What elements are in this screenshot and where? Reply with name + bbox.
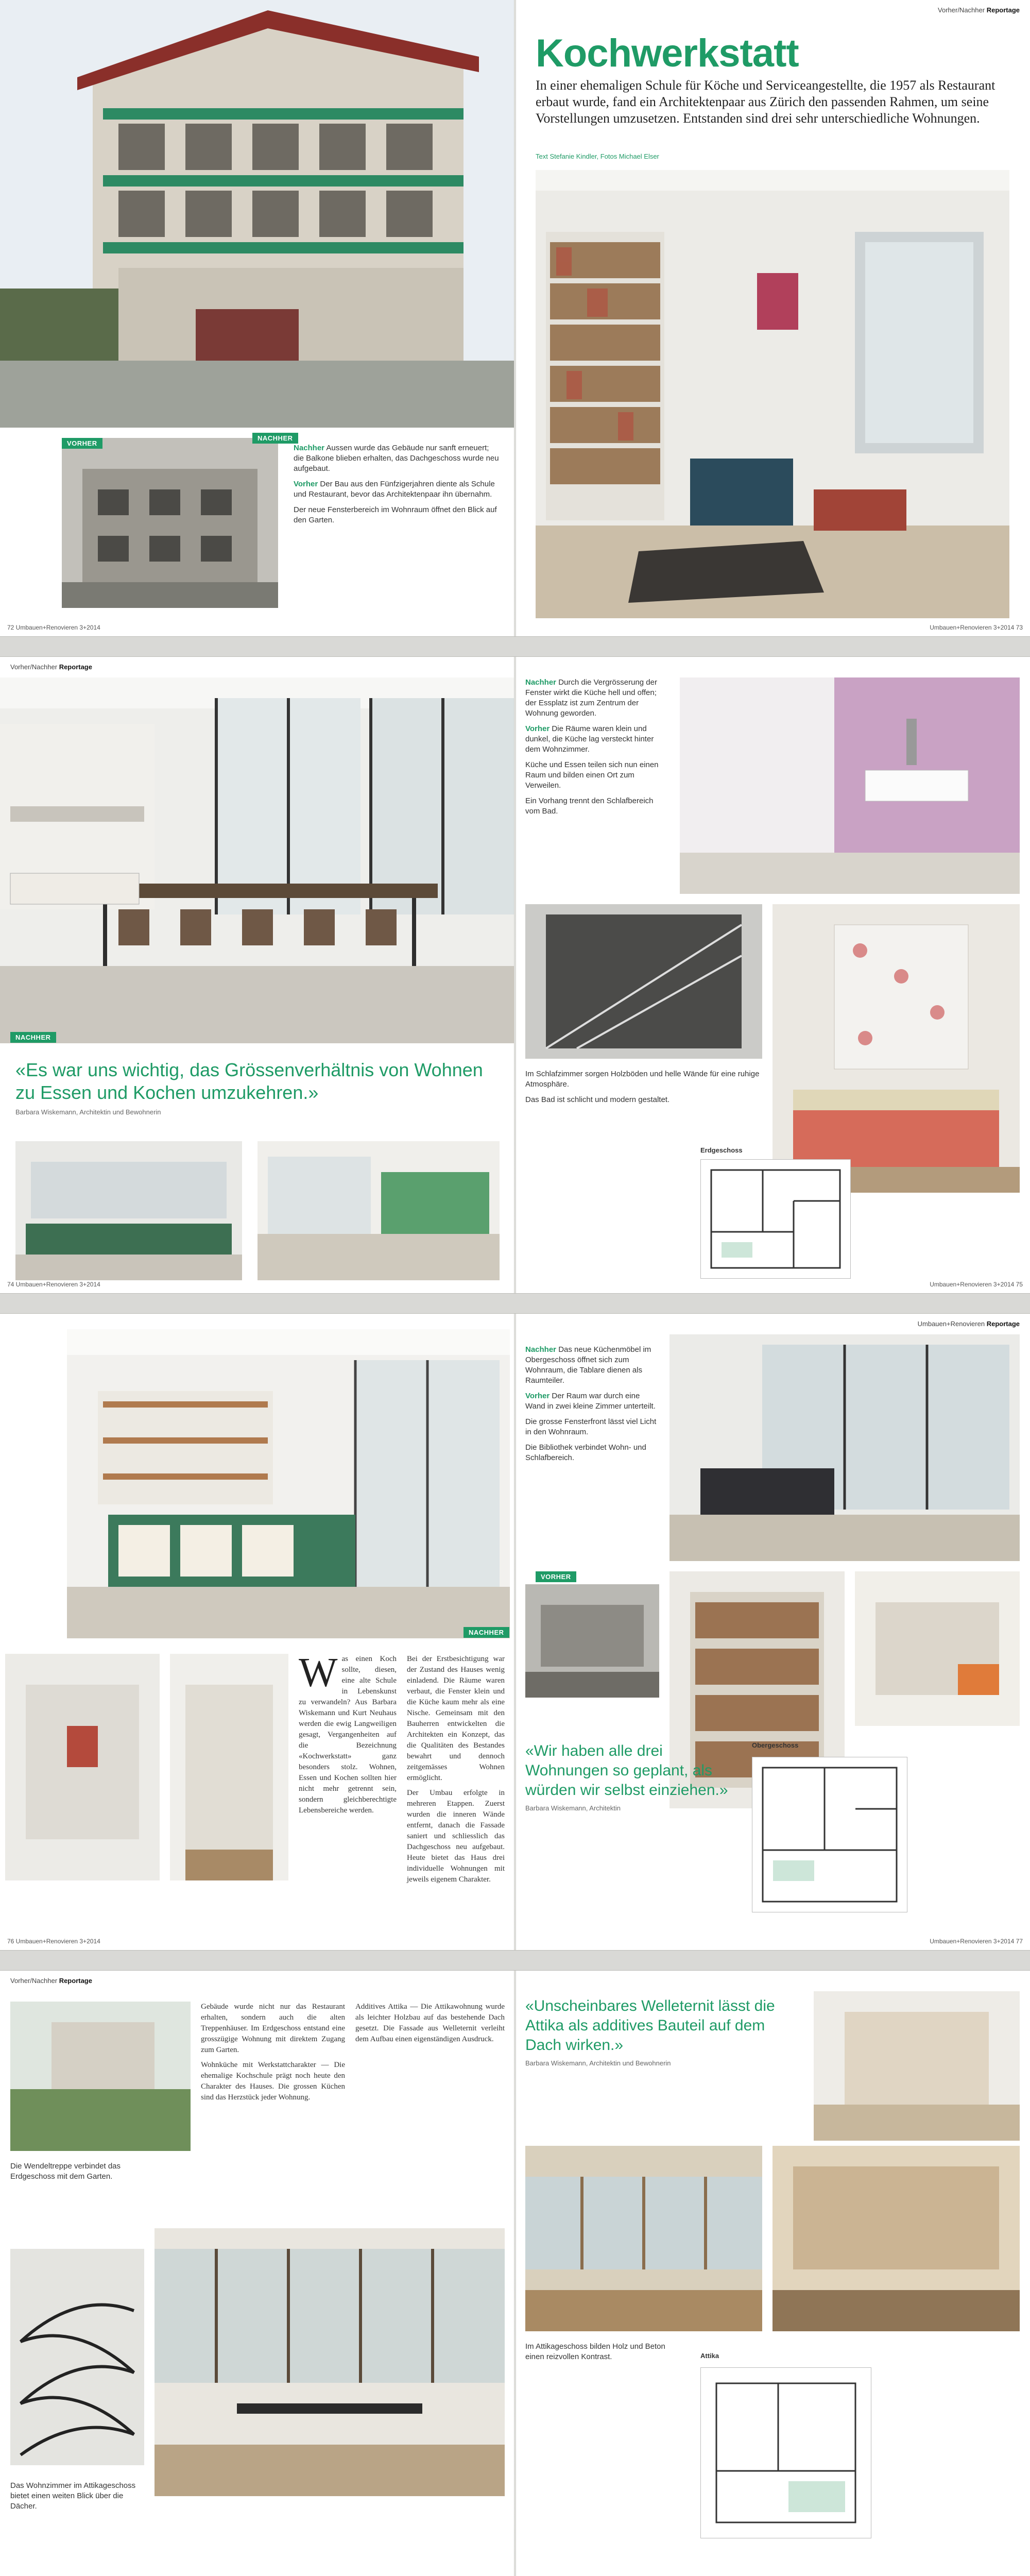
spread-3 — [0, 1314, 1030, 1950]
photo-bathroom — [680, 677, 1020, 894]
photo-hallway — [170, 1654, 288, 1880]
caption-bottom — [525, 1069, 762, 1110]
body-column-1 — [201, 2002, 345, 2107]
photo-open-kitchen — [67, 1329, 510, 1638]
caption-text-vorher: Der Raum war durch eine Wand in zwei kleine Zimmer unterteilt. — [525, 1392, 656, 1411]
floor-plan — [700, 1159, 851, 1279]
gutter — [514, 1971, 516, 2576]
pull-quote — [525, 1741, 742, 1812]
pull-quote-text: «Es war uns wichtig, das Grössenverhältnis von Wohnen zu Essen und Kochen umzukehren.» — [15, 1059, 483, 1103]
body-column-2 — [355, 2002, 505, 2049]
article-intro: In einer ehemaligen Schule für Köche und Serviceangestellte, die 1957 als Restaurant erbaut wurde, fand ein Architektenpaar aus Zürich den passenden Rahmen, um seine Vorstellungen umzusetzen. Entstanden sind drei sehr unterschiedliche Wohnungen. — [536, 78, 995, 126]
pull-quote — [15, 1059, 500, 1116]
photo-bedroom — [772, 904, 1020, 1193]
caption-3: Im Schlafzimmer sorgen Holzböden und helle Wände für eine ruhige Atmosphäre. — [525, 1070, 760, 1089]
page-73 — [515, 0, 1030, 636]
caption-right — [525, 2342, 680, 2367]
caption-text-nachher: Durch die Vergrösserung der Fenster wirkt die Küche hell und offen; der Essplatz ist zum Zentrum der Wohnung geworden. — [525, 678, 657, 718]
floor-plan — [700, 2367, 871, 2538]
caption-5: Die grosse Fensterfront lässt viel Licht in den Wohnraum. — [525, 1417, 657, 1436]
caption-lead-nachher: Nachher — [525, 1345, 557, 1354]
photo-attika-wood — [772, 2146, 1020, 2331]
photo-living-room — [536, 170, 1009, 618]
gutter — [514, 0, 516, 636]
gutter — [514, 657, 516, 1293]
caption-6: Die Bibliothek verbindet Wohn- und Schlafbereich. — [525, 1443, 646, 1462]
badge-nachher: NACHHER — [252, 433, 298, 444]
body-column-1 — [299, 1650, 397, 1820]
badge-nachher: NACHHER — [10, 1032, 56, 1043]
running-header — [10, 663, 92, 671]
pull-quote-text: «Unscheinbares Welleternit lässt die Attika als additives Bauteil auf dem Dach wirken.» — [525, 1997, 775, 2054]
caption-text-vorher: Der Bau aus den Fünfzigerjahren diente als Schule und Restaurant, bevor das Architektenpaar ihn übernahm. — [294, 480, 495, 499]
gutter — [514, 1314, 516, 1950]
body-1: Gebäude wurde nicht nur das Restaurant erhalten, sondern auch die alten Treppenhäuser. Im Erdgeschoss entstand eine grosszügige Wohnung mit direktem Zugang zum Garten. — [201, 2003, 345, 2054]
page-78 — [0, 1971, 515, 2576]
photo-kitchen-dining — [0, 677, 515, 1043]
badge-nachher: NACHHER — [464, 1627, 509, 1638]
body-2: Wohnküche mit Werkstattcharakter — Die ehemalige Kochschule prägt noch heute den Charakter des Hauses. Die grossen Küchen sind das Herzstück jeder Wohnung. — [201, 2061, 345, 2102]
caption-4: Das Bad ist schlicht und modern gestaltet. — [525, 1095, 670, 1104]
header-section: Reportage — [59, 1977, 92, 1985]
caption-3: Im Attikageschoss bilden Holz und Beton einen reizvollen Kontrast. — [525, 2342, 665, 2361]
folio-right: Umbauen+Renovieren 3+2014 73 — [930, 624, 1023, 631]
plan-title: Erdgeschoss — [700, 1146, 743, 1154]
photo-exterior-nachher — [0, 0, 515, 428]
article-byline: Text Stefanie Kindler, Fotos Michael Elser — [536, 152, 659, 160]
body-3: Der Umbau erfolgte in mehreren Etappen. Zuerst wurden die inneren Wände entfernt, danach die Fassade saniert und schliesslich das Dachgeschoss neu aufgebaut. Heute bietet das Haus drei individuelle Wohnungen mit jeweils eigenem Charakter. — [407, 1789, 505, 1884]
caption-bottom — [10, 2481, 144, 2517]
photo-bathroom-attika — [814, 1991, 1020, 2141]
photo-detail — [5, 1654, 160, 1880]
body-column-2 — [407, 1654, 505, 1889]
header-section: Reportage — [59, 663, 92, 671]
photo-garden-view — [10, 2002, 191, 2151]
header-prefix: Vorher/Nachher — [10, 663, 58, 671]
caption-extra: Der neue Fensterbereich im Wohnraum öffnet den Blick auf den Garten. — [294, 505, 497, 524]
badge-vorher: VORHER — [536, 1571, 576, 1582]
header-prefix: Umbauen+Renovieren — [917, 1320, 985, 1328]
caption-text-nachher: Aussen wurde das Gebäude nur sanft erneuert; die Balkone blieben erhalten, das Dachgeschoss wurde neu aufgebaut. — [294, 444, 499, 473]
header-section: Reportage — [986, 6, 1020, 14]
header-prefix: Vorher/Nachher — [10, 1977, 58, 1985]
caption-top — [525, 1345, 659, 1468]
drop-cap: W — [299, 1650, 338, 1696]
caption-2: Das Wohnzimmer im Attikageschoss bietet einen weiten Blick über die Dächer. — [10, 2481, 136, 2511]
caption-lead-nachher: Nachher — [525, 678, 557, 687]
pull-quote-author: Barbara Wiskemann, Architektin — [525, 1804, 621, 1812]
photo-spiral-stair — [10, 2249, 144, 2465]
caption-text-nachher: Das neue Küchenmöbel im Obergeschoss öffnet sich zum Wohnraum, die Tablare dienen als Raumteiler. — [525, 1345, 651, 1385]
body-3: Additives Attika — Die Attikawohnung wurde als leichter Holzbau auf das bestehende Dach gesetzt. Die Fassade aus Welleternit verleiht dem Aufbau einen eigenständigen Ausdruck. — [355, 2003, 505, 2043]
plan-title: Attika — [700, 2352, 719, 2360]
photo-attika-living — [525, 2146, 762, 2331]
spread-2 — [0, 657, 1030, 1293]
photo-living-window — [670, 1334, 1020, 1561]
folio-right: Umbauen+Renovieren 3+2014 77 — [930, 1938, 1023, 1945]
photo-kitchen-green — [258, 1141, 500, 1280]
caption-exterior — [294, 443, 500, 531]
plan-title: Obergeschoss — [752, 1741, 799, 1749]
page-72 — [0, 0, 515, 636]
spread-4 — [0, 1971, 1030, 2576]
caption-text-vorher: Die Räume waren klein und dunkel, die Küche lag versteckt hinter dem Wohnzimmer. — [525, 724, 654, 754]
header-prefix: Vorher/Nachher — [938, 6, 985, 14]
caption-2: Ein Vorhang trennt den Schlafbereich vom Bad. — [525, 796, 654, 816]
caption-lead-vorher: Vorher — [294, 480, 318, 488]
pull-quote — [525, 1996, 803, 2067]
photo-vorher-room — [525, 1584, 659, 1698]
photo-kitchen-island — [15, 1141, 242, 1280]
spread-1 — [0, 0, 1030, 636]
photo-staircase — [525, 904, 762, 1059]
page-79 — [515, 1971, 1030, 2576]
pull-quote-author: Barbara Wiskemann, Architektin und Bewohnerin — [525, 2059, 671, 2067]
caption-1: Küche und Essen teilen sich nun einen Raum und bilden einen Ort zum Verweilen. — [525, 760, 659, 790]
photo-dining-attika — [154, 2228, 505, 2496]
running-header — [10, 1977, 92, 1985]
photo-exterior-vorher — [62, 438, 278, 608]
folio-right: Umbauen+Renovieren 3+2014 75 — [930, 1281, 1023, 1288]
header-section: Reportage — [986, 1320, 1020, 1328]
photo-staircase-orange — [855, 1571, 1020, 1726]
badge-vorher: VORHER — [62, 438, 102, 449]
pull-quote-text: «Wir haben alle drei Wohnungen so geplant, als würden wir selbst einziehen.» — [525, 1742, 728, 1799]
body-1: as einen Koch sollte, diesen, eine alte Schule in Lebenskunst zu verwandeln? Aus Barbara Wiskemann und Kurt Neuhaus werden die ewig Langweiligen gesagt, Vergangenheiten auf die Bezeichnung «Kochwerkstatt» ganz besonders stolz. Wohnen, Essen und Kochen sollten hier nicht mehr getrennt sein, sondern gleichberechtigte Lebensbereiche werden. — [299, 1655, 397, 1815]
running-header — [918, 1320, 1020, 1328]
folio-left: 74 Umbauen+Renovieren 3+2014 — [7, 1281, 100, 1288]
caption-left — [10, 2161, 134, 2187]
page-76 — [0, 1314, 515, 1950]
page-74 — [0, 657, 515, 1293]
caption-1: Die Wendeltreppe verbindet das Erdgeschoss mit dem Garten. — [10, 2162, 121, 2181]
caption-lead-vorher: Vorher — [525, 724, 550, 733]
body-2: Bei der Erstbesichtigung war der Zustand des Hauses wenig einladend. Die Räume waren verbaut, die Fenster klein und die Küche kaum mehr als eine Nische. Gemeinsam mit den Bauherren entwickelten die Architekten ein Konzept, das die Qualitäten des Bestandes bewahrt und dennoch zeitgemässes Wohnen ermöglicht. — [407, 1655, 505, 1782]
folio-left: 76 Umbauen+Renovieren 3+2014 — [7, 1938, 100, 1945]
caption-lead-nachher: Nachher — [294, 444, 325, 452]
floor-plan — [752, 1757, 907, 1912]
folio-left: 72 Umbauen+Renovieren 3+2014 — [7, 624, 100, 631]
page-75 — [515, 657, 1030, 1293]
running-header — [938, 6, 1020, 14]
article-title: Kochwerkstatt — [536, 31, 799, 75]
page-77 — [515, 1314, 1030, 1950]
pull-quote-author: Barbara Wiskemann, Architektin und Bewohnerin — [15, 1108, 161, 1116]
caption-lead-vorher: Vorher — [525, 1392, 550, 1400]
caption-top — [525, 677, 664, 822]
